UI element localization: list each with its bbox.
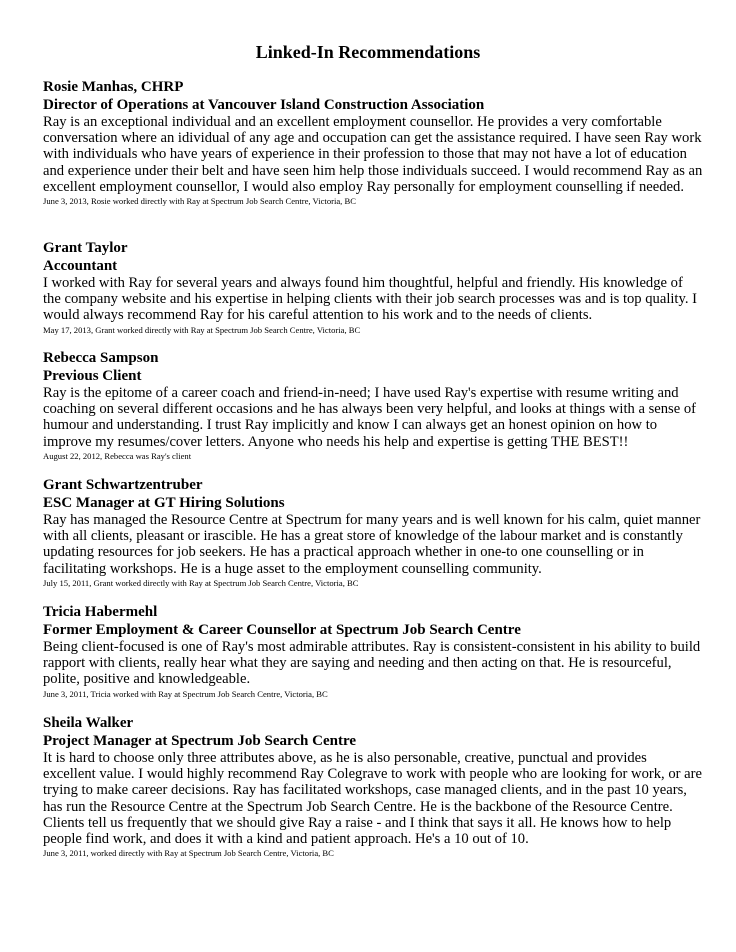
recommendation-entry bbox=[43, 78, 703, 207]
recommendation-text: It is hard to choose only three attributes above, as he is also personable, creative, punctual and provides excellent value. I would highly recommend Ray Colegrave to work with people who are looking for work, or are trying to make career decisions. Ray has facilitated workshops, case managed clients, and in the past 10 years, has run the Resource Centre at the Spectrum Job Search Centre. He is the backbone of the Resource Centre. Clients tell us frequently that we should give Ray a raise - and I think that says it all. He knows how to help people find work, and does it with a kind and patient approach. He's a 10 out of 10. bbox=[43, 750, 702, 848]
recommendation-entry bbox=[43, 714, 703, 859]
recommender-name: Grant Taylor bbox=[43, 240, 128, 256]
recommendation-footer: June 3, 2011, Tricia worked with Ray at Spectrum Job Search Centre, Victoria, BC bbox=[43, 688, 328, 699]
recommendation-footer: June 3, 2013, Rosie worked directly with Ray at Spectrum Job Search Centre, Victoria, BC bbox=[43, 196, 356, 207]
recommender-name: Rebecca Sampson bbox=[43, 350, 159, 366]
recommendation-footer: June 3, 2011, worked directly with Ray at Spectrum Job Search Centre, Victoria, BC bbox=[43, 848, 334, 859]
recommendation-text: Being client-focused is one of Ray's most admirable attributes. Ray is consistent-consistent in his ability to build rapport with clients, really hear what they are saying and needing and then acting on that. He is resourceful, polite, positive and knowledgeable. bbox=[43, 639, 701, 688]
recommender-role: Previous Client bbox=[43, 368, 142, 384]
recommendation-text: I worked with Ray for several years and always found him thoughtful, helpful and friendly. His knowledge of the company website and his expertise in helping clients with their job search processes was and is top quality. I would always recommend Ray for his careful attention to his work and to the needs of clients. bbox=[43, 275, 697, 324]
recommender-name: Tricia Habermehl bbox=[43, 604, 158, 620]
recommendation-entry bbox=[43, 239, 703, 336]
recommender-name: Rosie Manhas, CHRP bbox=[43, 79, 184, 95]
recommendation-footer: May 17, 2013, Grant worked directly with Ray at Spectrum Job Search Centre, Victoria, BC bbox=[43, 324, 361, 335]
recommendation-entry bbox=[43, 476, 703, 589]
recommendation-text: Ray is an exceptional individual and an excellent employment counsellor. He provides a very comfortable conversation where an idividual of any age and occupation can get the assistance required. I have seen Ray work with individuals who have years of experience in their profession to those that may not have a lot of education and experience under their belt and have seen him help those individuals succeed. I would recommend Ray as an excellent employment counsellor, I would also employ Ray personally for employment counselling if needed. bbox=[43, 114, 703, 195]
recommendation-text: Ray has managed the Resource Centre at Spectrum for many years and is well known for his calm, quiet manner with all clients, pleasant or irascible. He has a great store of knowledge of the labour market and is constantly updating resources for job seekers. He has a practical approach whether in one-to one counselling or in facilitating workshops. He is a huge asset to the employment counselling community. bbox=[43, 512, 701, 577]
recommender-role: Accountant bbox=[43, 258, 118, 274]
recommendation-footer: August 22, 2012, Rebecca was Ray's client bbox=[43, 450, 192, 461]
recommendation-entry bbox=[43, 349, 703, 462]
recommender-name: Sheila Walker bbox=[43, 715, 134, 731]
recommender-role: Director of Operations at Vancouver Island Construction Association bbox=[43, 97, 485, 113]
recommendation-entry bbox=[43, 603, 703, 700]
recommender-role: Project Manager at Spectrum Job Search Centre bbox=[43, 733, 356, 749]
recommender-role: Former Employment & Career Counsellor at Spectrum Job Search Centre bbox=[43, 622, 521, 638]
recommendation-footer: July 15, 2011, Grant worked directly with Ray at Spectrum Job Search Centre, Victoria, BC bbox=[43, 577, 359, 588]
recommender-role: ESC Manager at GT Hiring Solutions bbox=[43, 495, 285, 511]
page-title: Linked-In Recommendations bbox=[255, 42, 481, 62]
recommender-name: Grant Schwartzentruber bbox=[43, 477, 203, 493]
recommendation-text: Ray is the epitome of a career coach and friend-in-need; I have used Ray's expertise with resume writing and coaching on several different occasions and he has always been very helpful, and looks at things with a sense of humour and understanding. I trust Ray implicitly and know I can always get an honest opinion on how to improve my resumes/cover letters. Anyone who needs his help and expertise is getting THE BEST!! bbox=[43, 385, 697, 450]
